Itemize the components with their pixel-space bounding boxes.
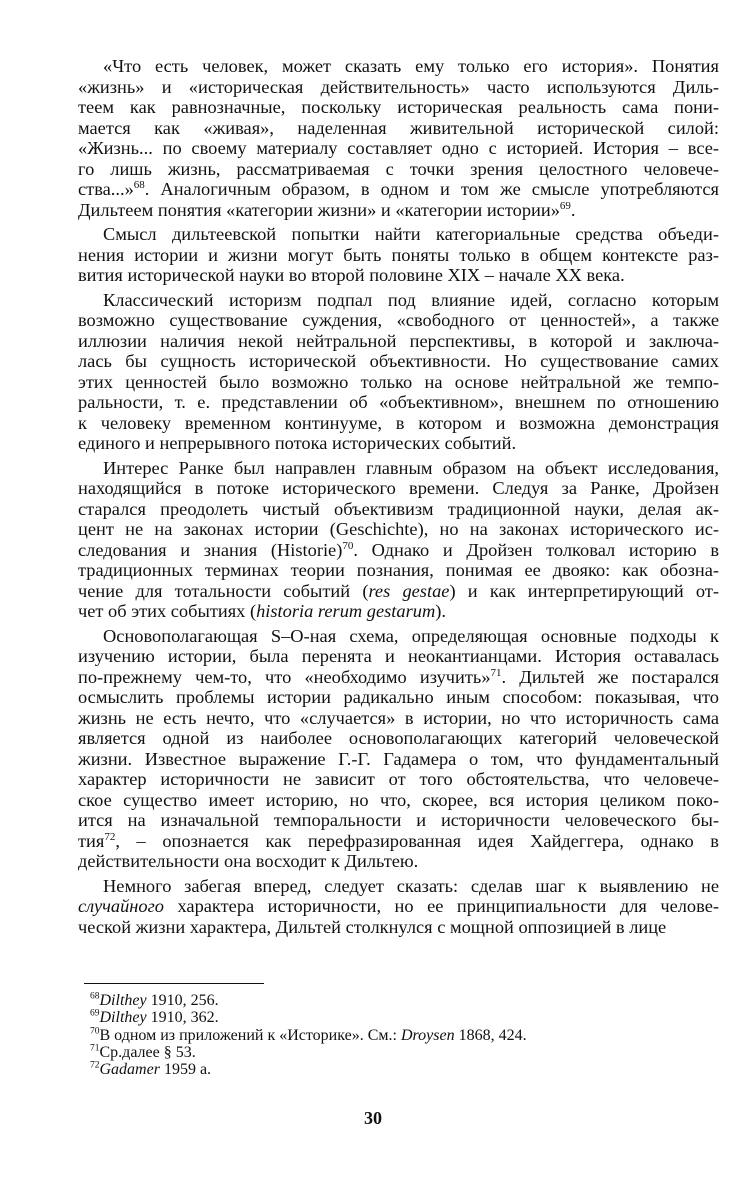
italic-segment: Dilthey [99, 1009, 147, 1027]
text-segment: иллюзии наличия некой нейтральной перспективы, в которой и заключа- [78, 330, 719, 351]
text-line [78, 56, 719, 77]
footnote-number: 71 [90, 1043, 100, 1054]
text-segment: Немного забегая вперед, следует сказать: сделав шаг к выявлению не [103, 875, 719, 896]
text-segment: жизнь не есть нечто, что «случается» в истории, но что историчность сама [78, 707, 719, 728]
text-segment: ) и как интерпретирующий от- [449, 580, 719, 601]
text-segment: . [570, 199, 576, 220]
text-line [78, 310, 719, 331]
paragraph [78, 290, 719, 454]
text-line [78, 433, 719, 454]
text-line [78, 876, 719, 897]
text-line [78, 749, 719, 770]
footnote-ref: 69 [559, 199, 571, 212]
text-segment: Классический историзм подпал под влияние идей, согласно которым [103, 289, 719, 310]
text-segment: «Жизнь... по своему материалу составляет одно с историей. История – все- [78, 138, 719, 158]
text-line [78, 351, 719, 372]
text-line [78, 392, 719, 413]
text-line [78, 478, 719, 499]
text-segment: является одной из наиболее основополагающих категорий человеческой [78, 728, 719, 748]
text-segment: 1910, 256. [146, 992, 219, 1009]
text-line [78, 245, 719, 266]
text-segment: возможно существование суждения, «свободного от ценностей», а также [78, 310, 719, 330]
text-segment: 1910, 362. [146, 1009, 219, 1027]
footnote [90, 1061, 710, 1078]
text-line [78, 790, 719, 811]
text-segment: , – опознается как перефразированная идея Хайдеггера, однако в [115, 830, 719, 851]
text-segment: В одном из приложений к «Историке». См.: [99, 1026, 401, 1044]
text-line [78, 687, 719, 708]
text-segment: . Однако и Дройзен толковал историю в [353, 539, 719, 560]
text-line [78, 519, 719, 540]
footnote [90, 992, 710, 1009]
footnote [90, 1009, 710, 1026]
text-segment: Ср.далее § 53. [99, 1043, 196, 1061]
text-segment: ральности, т. е. представлении об «объективном», внешнем по отношению [78, 392, 719, 412]
text-segment: традиционных терминах теории познания, понимая ее двояко: как обозна- [78, 560, 719, 580]
text-segment: Дильтеем понятия «категории жизни» и «категории истории» [78, 199, 560, 220]
italic-segment: Dilthey [99, 992, 147, 1009]
italic-segment: случайного [78, 896, 164, 916]
text-segment: жизни. Известное выражение Г.-Г. Гадамера о том, что фундаментальный [78, 748, 719, 769]
text-segment: по-прежнему чем-то, что «необходимо изучить» [78, 666, 491, 687]
text-line [78, 810, 719, 831]
text-line [78, 372, 719, 393]
text-segment: этих ценностей было возможно только на основе нейтральной же темпо- [78, 371, 719, 392]
text-segment: «жизнь» и «историческая действительность» часто используются Диль- [78, 76, 719, 97]
page-number: 30 [364, 1108, 382, 1128]
text-segment: вития исторической науки во второй половине XIX – начале XX века. [78, 265, 625, 285]
text-segment: старался преодолеть чистый объективизм традиционной науки, делая ак- [78, 498, 719, 519]
text-line [78, 769, 719, 790]
text-line [78, 540, 719, 561]
text-segment: теем как равнозначные, поскольку историческая реальность сама пони- [78, 97, 719, 117]
text-segment: единого и непрерывного потока исторических событий. [78, 433, 517, 453]
text-segment: изучению истории, была перенята и неокантианцами. История оставалась [78, 646, 719, 666]
text-line [78, 290, 719, 311]
text-segment: Интерес Ранке был направлен главным образом на объект исследования, [103, 457, 719, 478]
text-segment: «Что есть человек, может сказать ему только его история». Понятия [103, 56, 719, 76]
footnote [90, 1044, 710, 1061]
text-segment: ится на изначальной темпоральности и историчности человеческого бы- [78, 810, 719, 830]
italic-segment: Gadamer [99, 1061, 160, 1079]
footnotes [90, 992, 710, 1078]
text-segment: действительности она восходит к Дильтею. [78, 851, 419, 871]
text-line [78, 728, 719, 749]
footnote-ref: 68 [133, 179, 145, 191]
text-line [78, 118, 719, 139]
text-segment: 1868, 424. [454, 1026, 527, 1044]
text-segment: характера историчности, но ее принципиальности для челове- [163, 896, 719, 916]
text-segment: ства...» [78, 179, 134, 199]
text-line [78, 667, 719, 688]
text-segment: лась бы сущность исторической объективности. Но существование самих [78, 351, 719, 371]
text-line [78, 77, 719, 98]
text-line [78, 331, 719, 352]
footnote-number: 68 [90, 991, 100, 1002]
text-segment: ческой жизни характера, Дильтей столкнулся с мощной оппозицией в лице [78, 916, 667, 937]
text-line [78, 560, 719, 581]
text-segment: мается как «живая», наделенная живительной исторической силой: [78, 117, 719, 138]
paragraph [78, 876, 719, 938]
text-segment: цент не на законах истории (Geschichte), но на законах исторического ис- [78, 519, 719, 539]
text-segment: . Дильтей же постарался [501, 666, 719, 687]
italic-segment: Droysen [400, 1026, 455, 1044]
text-line [78, 224, 719, 245]
text-line [78, 97, 719, 118]
footnote-divider [84, 983, 264, 984]
text-segment: Смысл дильтеевской попытки найти категориальные средства объеди- [103, 224, 719, 244]
footnote [90, 1027, 710, 1044]
text-line [78, 458, 719, 479]
body-text [78, 56, 719, 937]
paragraph [78, 224, 719, 286]
footnote-number: 72 [90, 1060, 100, 1071]
text-segment: следования и знания (Historie) [78, 539, 343, 560]
text-line [78, 159, 719, 180]
text-segment: Основополагающая S–O-ная схема, определяющая основные подходы к [103, 625, 719, 646]
text-line [78, 265, 719, 286]
text-line [78, 581, 719, 602]
text-segment: тия [78, 830, 105, 851]
text-line [78, 499, 719, 520]
text-line [78, 200, 719, 221]
text-segment: 1959 a. [159, 1061, 212, 1079]
footnote-number: 70 [90, 1026, 100, 1037]
text-segment: . Аналогичным образом, в одном и том же смысле употребляются [144, 179, 719, 199]
text-segment: к человеку временном континууме, в котором и возможна демонстрация [78, 412, 719, 433]
text-line [78, 626, 719, 647]
paragraph [78, 56, 719, 220]
text-segment: чет об этих событиях ( [78, 601, 257, 621]
text-segment: характер историчности не зависит от того обстоятельства, что человече- [78, 769, 719, 789]
paragraph [78, 626, 719, 872]
text-segment: ). [435, 601, 446, 621]
paragraph [78, 458, 719, 622]
text-segment: осмыслить проблемы истории радикально иным способом: показывая, что [78, 687, 719, 707]
footnote-ref: 71 [490, 666, 502, 679]
italic-segment: res gestae [368, 580, 450, 601]
text-line [78, 831, 719, 852]
text-line [78, 646, 719, 667]
text-line [78, 708, 719, 729]
text-line [78, 138, 719, 159]
text-line [78, 601, 719, 622]
italic-segment: historia rerum gestarum [256, 601, 436, 621]
footnote-number: 69 [90, 1008, 100, 1019]
text-segment: нения истории и жизни могут быть поняты только в общем контексте раз- [78, 244, 719, 265]
footnote-ref: 72 [104, 830, 116, 843]
text-line [78, 413, 719, 434]
text-segment: находящийся в потоке исторического времени. Следуя за Ранке, Дройзен [78, 478, 719, 498]
footnote-ref: 70 [342, 539, 354, 552]
text-line [78, 179, 719, 200]
text-line [78, 896, 719, 917]
text-segment: го лишь жизнь, рассматриваемая с точки зрения целостного человече- [78, 158, 719, 179]
text-line [78, 851, 719, 872]
text-segment: ское существо имеет историю, но что, скорее, вся история целиком поко- [78, 789, 719, 810]
text-line [78, 917, 719, 938]
text-segment: чение для тотальности событий ( [78, 580, 369, 601]
